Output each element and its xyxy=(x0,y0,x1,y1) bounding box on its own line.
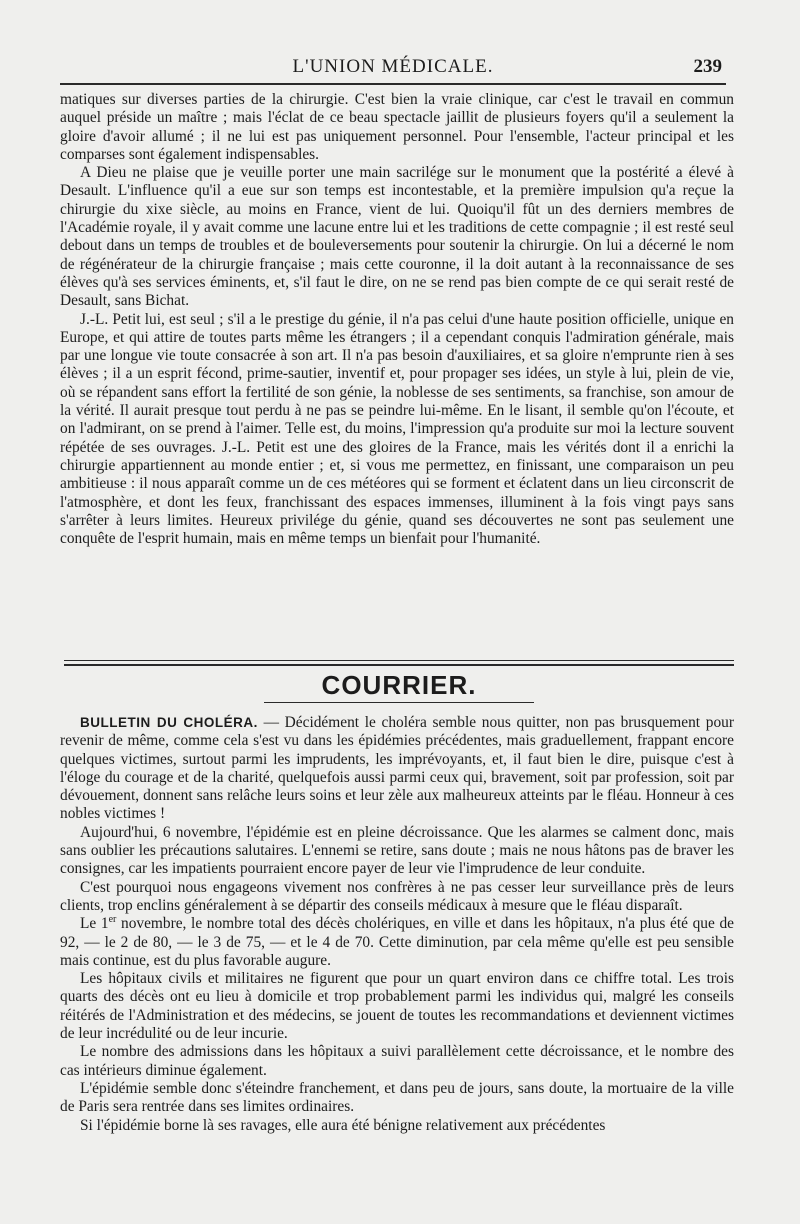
courrier-section xyxy=(60,714,734,1135)
running-head xyxy=(60,52,726,82)
paragraph: A Dieu ne plaise que je veuille porter une main sacrilége sur le monument que la postérité a élevé à Desault. L'influence qu'il a eue sur son temps est incontestable, et la première impulsion qu'a reçue la chirurgie du xixe siècle, au moins en France, vient de lui. Quoiqu'il fût un des derniers membres de l'Académie royale, il y avait comme une lacune entre lui et les traditions de cette compagnie ; il est resté seul debout dans un temps de troubles et de bouleversements pour soutenir la chirurgie. On lui a décerné le nom de régénérateur de la chirurgie française ; mais cette couronne, il la doit autant à la reconnaissance de ses élèves qu'à ses services éminents, et, s'il faut le dire, on ne se rend pas bien compte de ce qui serait resté de Desault, sans Bichat. xyxy=(60,164,734,310)
paragraph: L'épidémie semble donc s'éteindre franchement, et dans peu de jours, sans doute, la mortuaire de la ville de Paris sera rentrée dans ses limites ordinaires. xyxy=(60,1079,734,1116)
section-title: COURRIER. xyxy=(321,670,477,700)
paragraph: Aujourd'hui, 6 novembre, l'épidémie est en pleine décroissance. Que les alarmes se calment donc, mais sans oublier les précautions salutaires. L'ennemi se retire, sans doute ; mais ne nous hâtons pas de braver les consignes, car les impatients pourraient encore payer de leur vie l'imprudence de leur conduite. xyxy=(60,823,734,878)
paragraph: Le nombre des admissions dans les hôpitaux a suivi parallèlement cette décroissance, et le nombre des cas intérieurs diminue également. xyxy=(60,1043,734,1079)
paragraph: Si l'épidémie borne là ses ravages, elle aura été bénigne relativement aux précédentes xyxy=(80,1116,606,1134)
paragraph: Les hôpitaux civils et militaires ne figurent que pour un quart environ dans ce chiffre total. Les trois quarts des décès ont eu lieu à domicile et trop probablement parmi les individus qui, malgré les conseils réitérés de l'Administration et des médecins, se jouent de toutes les recommandations et deviennent victimes de leur incrédulité ou de leur incurie. xyxy=(60,970,734,1043)
paragraph xyxy=(60,714,734,824)
double-rule-top xyxy=(64,660,734,661)
page-number: 239 xyxy=(693,56,722,77)
section-separator xyxy=(64,658,734,710)
paragraph-text: novembre, le nombre total des décès cholériques, en ville et dans les hôpitaux, n'a plus été que de 92, — le 2 de 80, — le 3 de 75, — et le 4 de 70. Cette diminution, par cela même qu'elle est peu sensible mais continue, est du plus favorable augure. xyxy=(60,915,734,969)
paragraph-text: — Décidément le choléra semble nous quitter, non pas brusquement pour revenir de même, comme cela s'est vu dans les épidémies précédentes, mais graduellement, frappant encore quelques victimes, surtout parmi les imprudents, les imprévoyants, et, il faut bien le dire, puisque c'est à l'éloge du courage et de la charité, quelquefois aussi parmi ceux qui, bravement, soit par profession, soit par dévouement, donnent sans relâche leurs soins et leur zèle aux malheureux atteints par le fléau. Honneur à ces nobles victimes ! xyxy=(60,714,734,823)
paragraph: matiques sur diverses parties de la chirurgie. C'est bien la vraie clinique, car c'est le travail en commun auquel préside un maître ; mais l'éclat de ce beau spectacle jaillit de plusieurs foyers qu'il a seulement la gloire d'avoir allumé ; il ne lui est pas uniquement personnel. Pour l'ensemble, l'acteur principal et les comparses sont également indispensables. xyxy=(60,91,734,163)
paragraph-text: Le 1 xyxy=(80,915,109,933)
article-continuation xyxy=(60,91,734,548)
title-underline xyxy=(264,702,534,703)
paragraph: J.-L. Petit lui, est seul ; s'il a le prestige du génie, il n'a pas celui d'une haute position officielle, unique en Europe, et qui attire de toutes parts même les étrangers ; il a cependant conquis l'admiration générale, mais par une longue vie toute consacrée à son art. Il n'a pas besoin d'auxiliaires, et sa gloire n'emprunte rien à ses élèves ; il a un esprit fécond, prime-sautier, inventif et, pour propager ses idées, un style à lui, plein de vie, où se répandent sans effort la fertilité de son génie, la noblesse de ses sentiments, sa franchise, son amour de la vérité. Il aurait presque tout perdu à ne pas se peindre lui-même. En le lisant, il semble qu'on l'écoute, et on l'admirant, on se prend à l'aimer. Telle est, du moins, l'impression qu'a produite sur moi la lecture souvent répétée de ses ouvrages. J.-L. Petit est une des gloires de la France, mais les vérités dont il a enrichi la chirurgie appartiennent au monde entier ; et, si vous me permettez, en finissant, une comparaison un peu ambitieuse : il nous apparaît comme un de ces météores qui se forment et éclatent dans un lieu circonscrit de l'atmosphère, et dont les feux, franchissant des espaces immenses, illuminent à la fois vingt pays sans s'arrêter à leurs limites. Heureux privilége du génie, quand ses découvertes ne sont pas seulement une conquête de l'esprit humain, mais en même temps un bienfait pour l'humanité. xyxy=(60,310,734,548)
rubric: BULLETIN DU CHOLÉRA. xyxy=(80,715,258,730)
paragraph: C'est pourquoi nous engageons vivement nos confrères à ne pas cesser leur surveillance près de leurs clients, trop enclins généralement à se départir des conseils médicaux à mesure que le fléau disparaît. xyxy=(60,878,734,914)
paragraph xyxy=(60,915,734,970)
ordinal-suffix: er xyxy=(108,914,117,926)
running-title: L'UNION MÉDICALE. xyxy=(292,56,494,77)
header-rule xyxy=(60,83,726,85)
double-rule-bottom xyxy=(64,664,734,666)
